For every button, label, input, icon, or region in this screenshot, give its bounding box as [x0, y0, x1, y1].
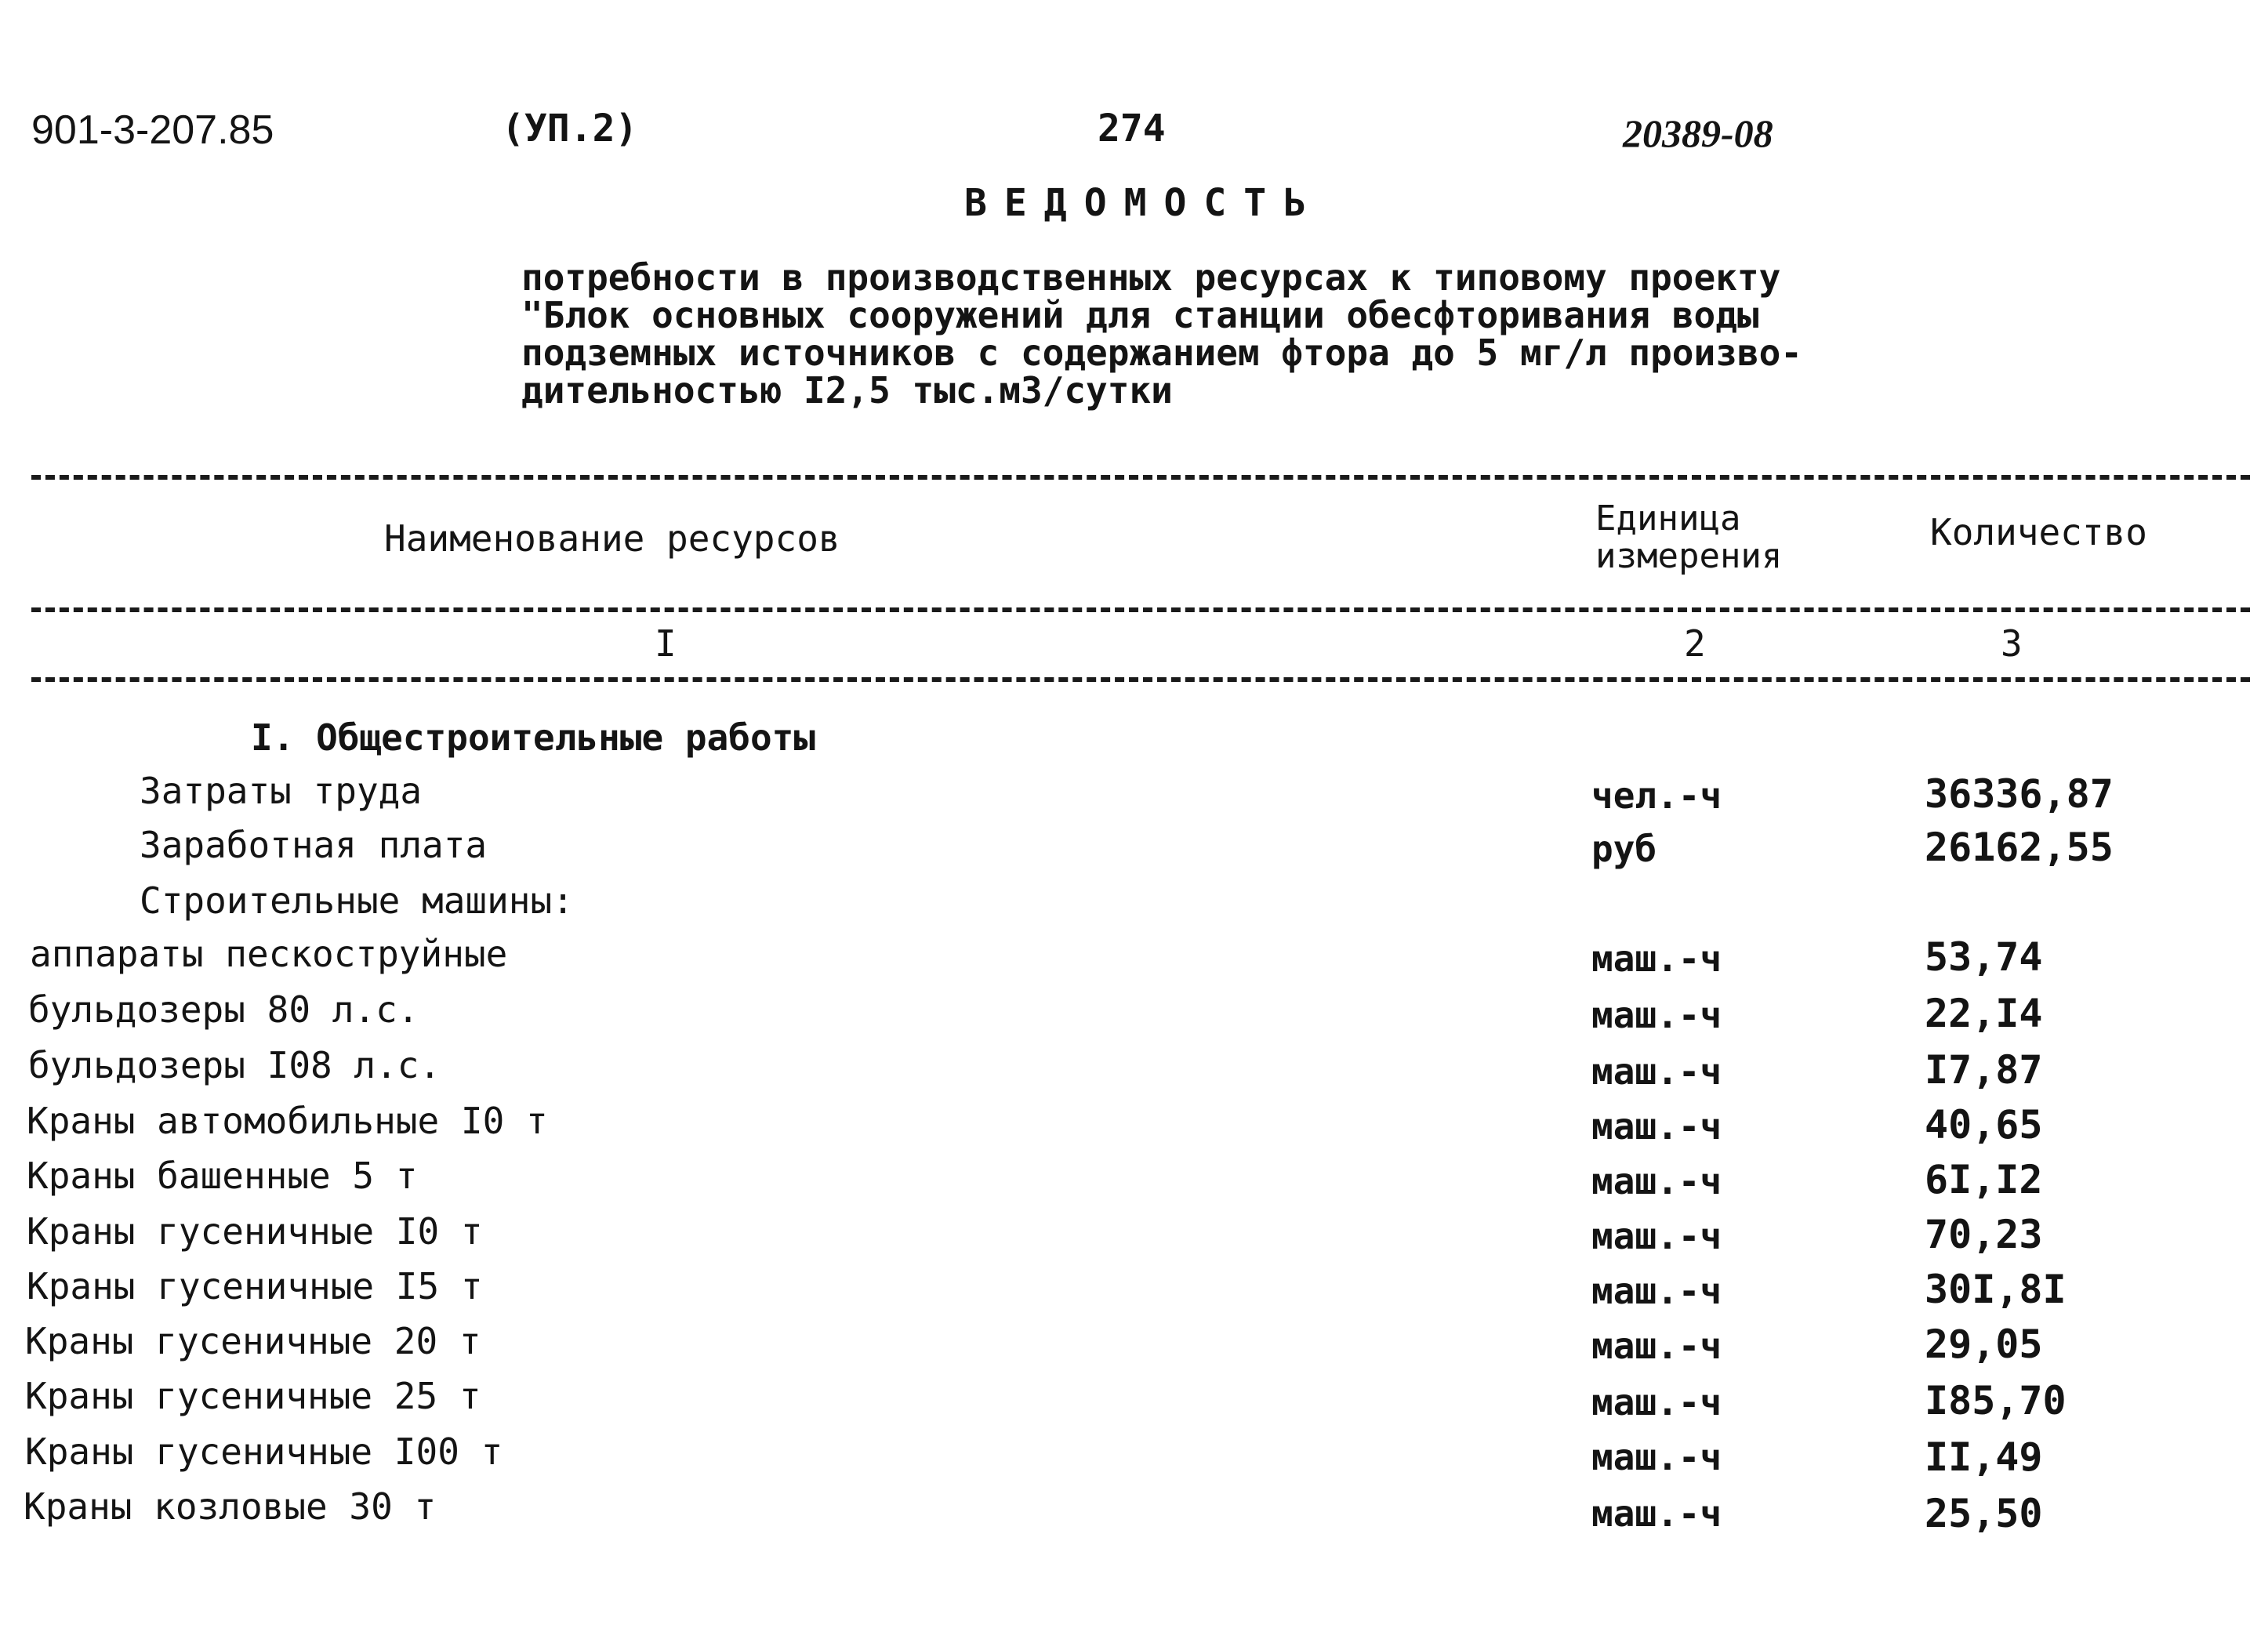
resource-name: бульдозеры 80 л.с. [28, 988, 419, 1031]
resource-unit: маш.-ч [1591, 1436, 1722, 1478]
resource-quantity: 53,74 [1925, 934, 2043, 980]
resource-quantity: 40,65 [1925, 1102, 2043, 1148]
resource-unit: маш.-ч [1591, 937, 1722, 980]
column-number: I [655, 622, 677, 665]
resource-quantity: 26162,55 [1925, 825, 2114, 870]
document-subtitle [521, 256, 2011, 412]
resource-quantity: I85,70 [1925, 1378, 2067, 1423]
resource-unit: чел.-ч [1591, 774, 1722, 817]
resource-name: аппараты пескоструйные [30, 933, 508, 975]
table-top-rule [31, 475, 2250, 480]
resource-quantity: 70,23 [1925, 1212, 2043, 1257]
column-header-unit [1595, 500, 1782, 575]
subtitle-line: "Блок основных сооружений для станции обесфторивания воды [521, 294, 1759, 336]
resource-unit: маш.-ч [1591, 1105, 1722, 1148]
column-header-unit-line: Единица [1595, 499, 1741, 538]
subtitle-line: дительностью I2,5 тыс.м3/сутки [521, 369, 1173, 412]
archive-number: 20389-08 [1623, 111, 1773, 155]
sheet-label: (УП.2) [502, 107, 638, 150]
resource-quantity: 6I,I2 [1925, 1157, 2043, 1202]
resource-unit: маш.-ч [1591, 1160, 1722, 1202]
resource-quantity: I7,87 [1925, 1047, 2043, 1093]
page-number: 274 [1098, 107, 1166, 150]
column-number: 3 [2001, 622, 2023, 665]
column-header-name: Наименование ресурсов [384, 517, 840, 560]
resource-unit: маш.-ч [1591, 1381, 1722, 1423]
resource-quantity: 30I,8I [1925, 1267, 2067, 1312]
subtitle-line: подземных источников с содержанием фтора до 5 мг/л произво- [521, 332, 1802, 374]
resource-quantity: 22,I4 [1925, 991, 2043, 1036]
resource-unit: маш.-ч [1591, 1050, 1722, 1093]
resource-name: Краны башенные 5 т [27, 1155, 418, 1197]
table-header-rule [31, 607, 2250, 612]
resource-quantity: 36336,87 [1925, 771, 2114, 817]
resource-unit: маш.-ч [1591, 1325, 1722, 1367]
resource-name: Краны гусеничные I0 т [27, 1210, 483, 1253]
document-code: 901-3-207.85 [31, 107, 274, 153]
resource-unit: маш.-ч [1591, 1270, 1722, 1312]
column-header-unit-line: измерения [1595, 536, 1783, 576]
resource-name: Краны гусеничные 20 т [25, 1320, 481, 1362]
column-header-quantity: Количество [1930, 511, 2147, 553]
resource-name: Затраты труда [140, 770, 423, 812]
document-title: ВЕДОМОСТЬ [964, 181, 1324, 225]
resource-quantity: 29,05 [1925, 1322, 2043, 1367]
section-title: I. Общестроительные работы [251, 716, 816, 759]
resource-name: Краны автомобильные I0 т [27, 1100, 548, 1142]
resource-name: Краны козловые 30 т [24, 1485, 437, 1528]
resource-quantity: 25,50 [1925, 1491, 2043, 1536]
resource-unit: маш.-ч [1591, 994, 1722, 1036]
resource-unit: маш.-ч [1591, 1215, 1722, 1257]
subtitle-line: потребности в производственных ресурсах к типовому проекту [521, 256, 1781, 299]
table-column-numbers-rule [31, 677, 2250, 682]
column-number: 2 [1684, 622, 1706, 665]
resource-quantity: II,49 [1925, 1434, 2043, 1480]
resource-name: Краны гусеничные 25 т [25, 1375, 481, 1417]
resource-unit: маш.-ч [1591, 1492, 1722, 1535]
resource-name: Краны гусеничные I5 т [27, 1265, 483, 1307]
resource-name: Краны гусеничные I00 т [25, 1430, 503, 1473]
resource-name: бульдозеры I08 л.с. [28, 1044, 441, 1086]
resource-name: Заработная плата [140, 824, 488, 866]
resource-unit: руб [1591, 828, 1657, 870]
resource-subheading: Строительные машины: [140, 879, 574, 922]
